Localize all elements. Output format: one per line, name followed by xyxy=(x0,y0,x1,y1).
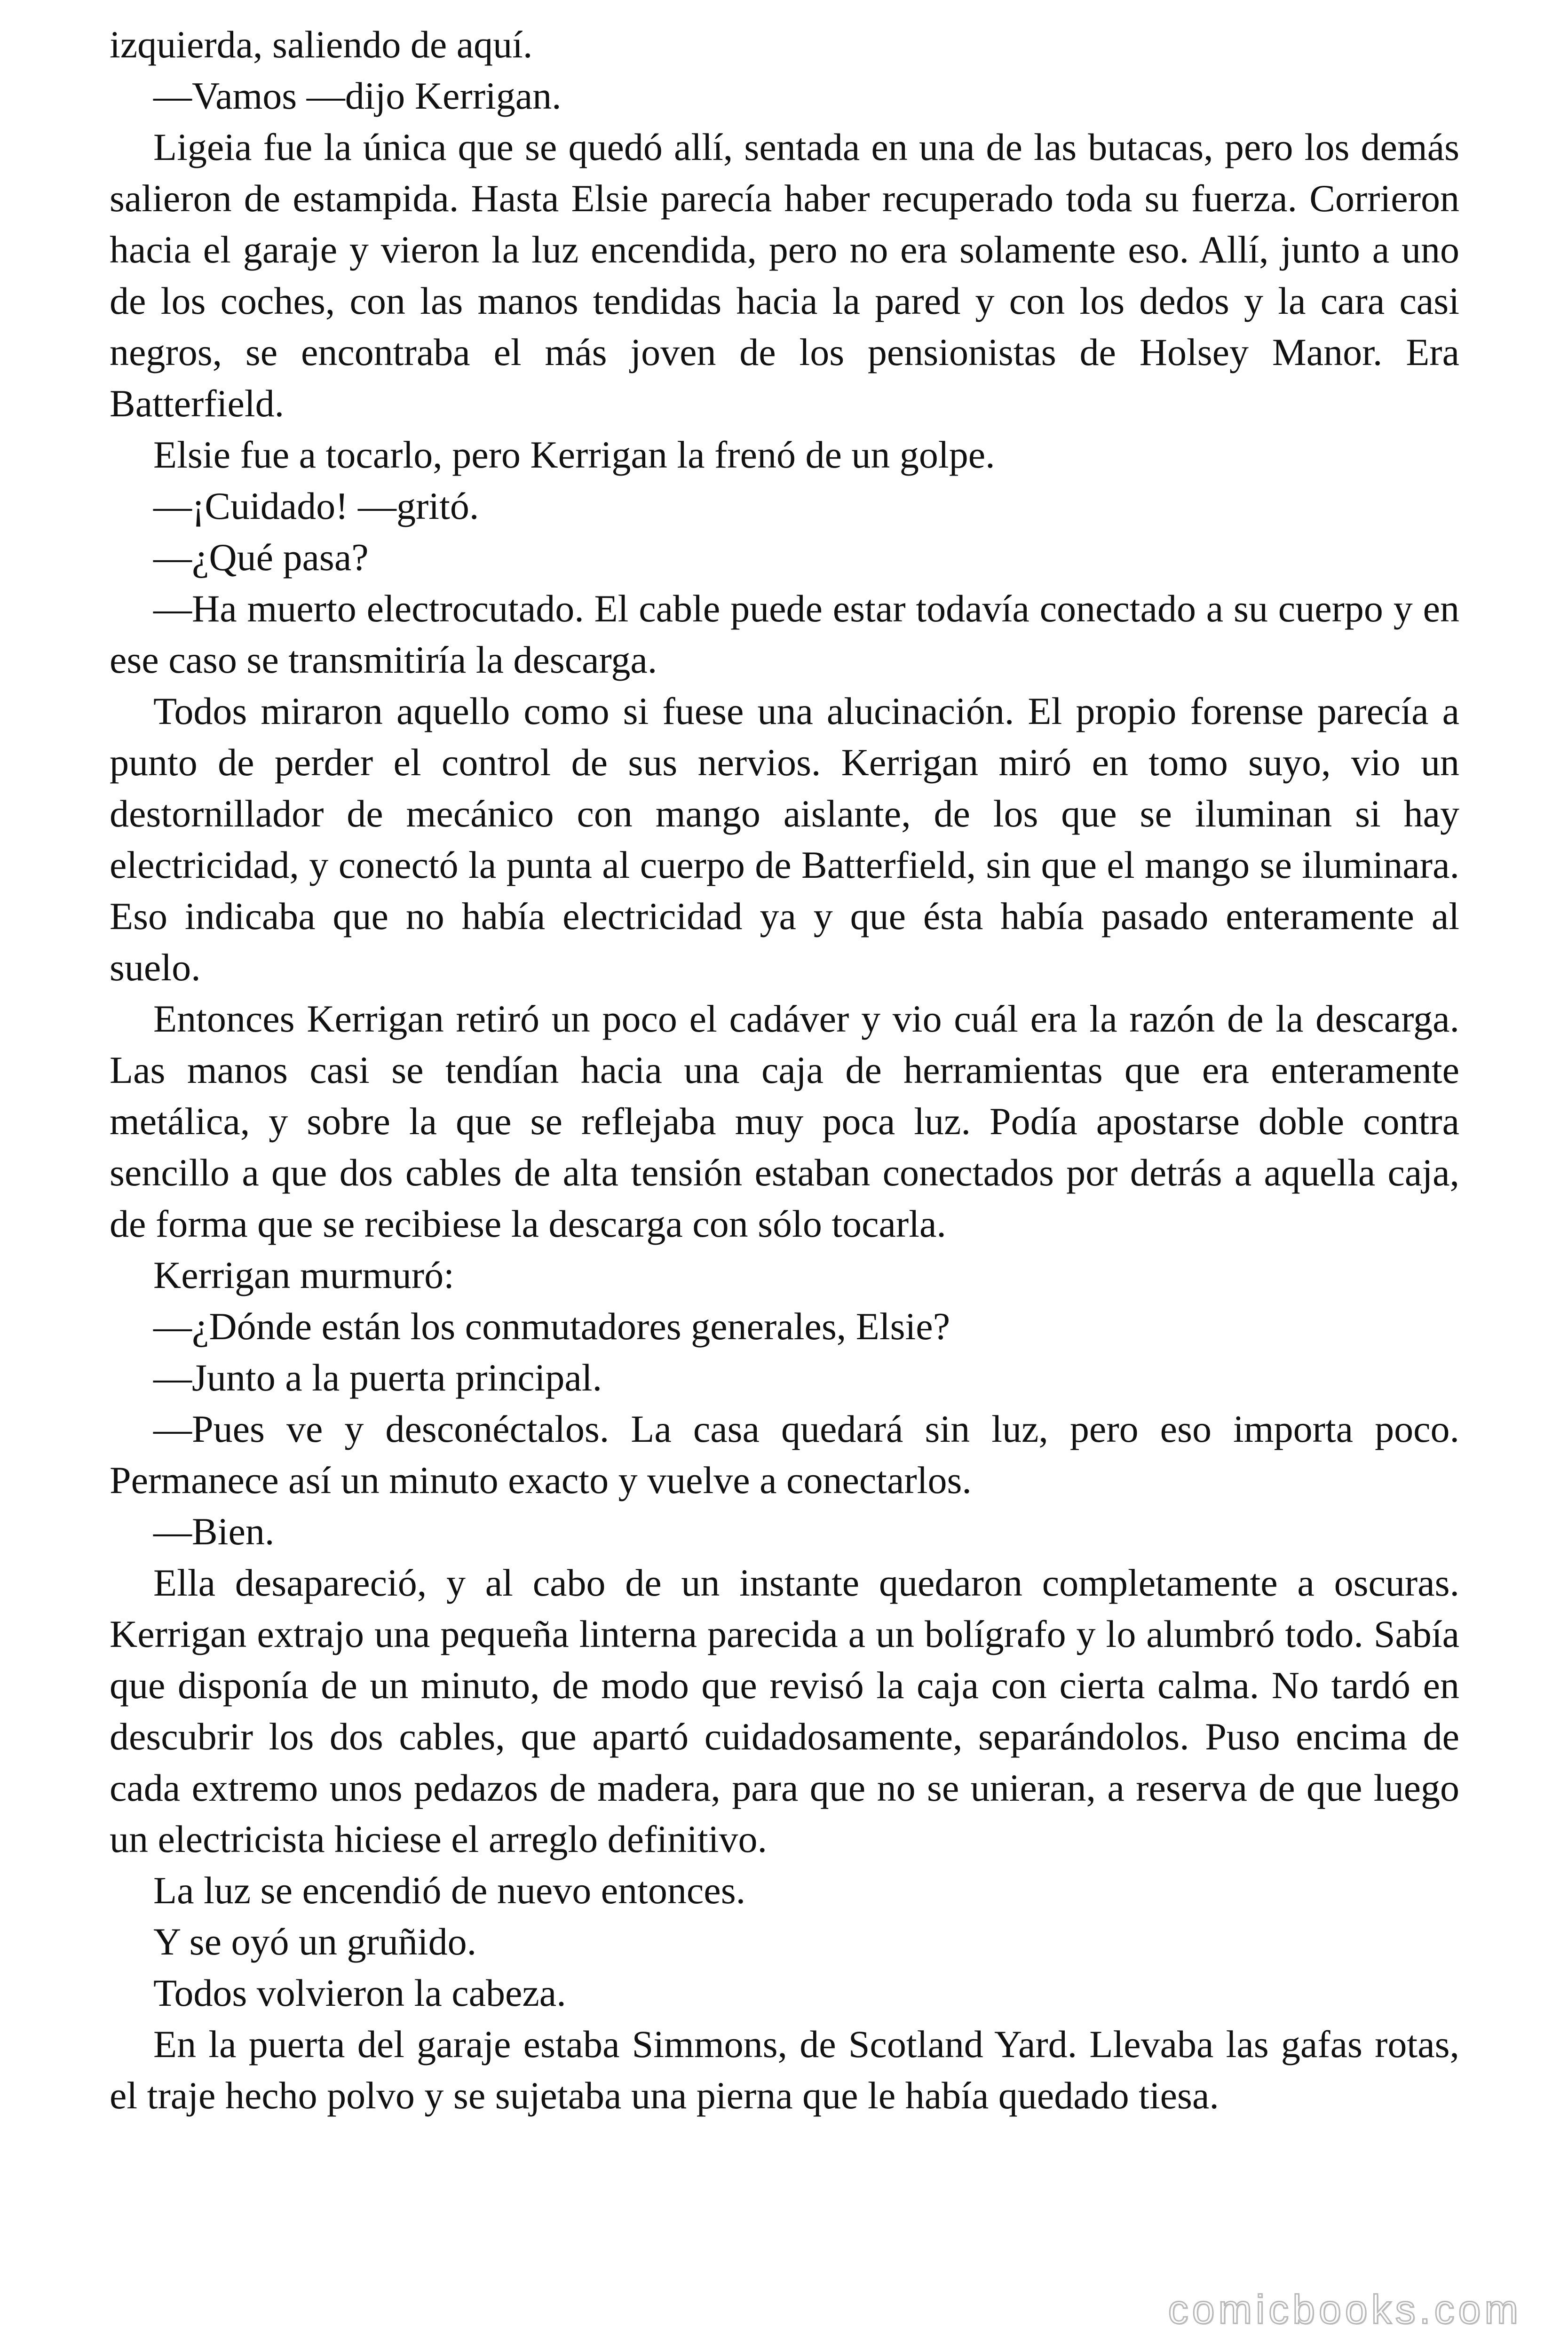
paragraph: Entonces Kerrigan retiró un poco el cadáver y vio cuál era la razón de la descarga. Las manos casi se tendían hacia una caja de herramientas que era enteramente metálica, y sobre la que se reflejaba muy poca luz. Podía apostarse doble contra sencillo a que dos cables de alta tensión estaban conectados por detrás a aquella caja, de forma que se recibiese la descarga con sólo tocarla. xyxy=(110,997,1459,1245)
dialogue-line: —Vamos —dijo Kerrigan. xyxy=(153,74,562,117)
paragraph-continuation: izquierda, saliendo de aquí. xyxy=(110,23,533,66)
paragraph: Kerrigan murmuró: xyxy=(153,1254,454,1296)
dialogue-line: —¿Qué pasa? xyxy=(153,536,369,579)
paragraph: Ligeia fue la única que se quedó allí, sentada en una de las butacas, pero los demás salieron de estampida. Hasta Elsie parecía haber recuperado toda su fuerza. Corrieron hacia el garaje y vieron la luz encendida, pero no era solamente eso. Allí, junto a uno de los coches, con las manos tendidas hacia la pared y con los dedos y la cara casi negros, se encontraba el más joven de los pensionistas de Holsey Manor. Era Batterfield. xyxy=(110,126,1459,425)
paragraph: Y se oyó un gruñido. xyxy=(153,1920,477,1963)
dialogue-line: —Junto a la puerta principal. xyxy=(153,1356,602,1399)
paragraph: Ella desapareció, y al cabo de un instante quedaron completamente a oscuras. Kerrigan extrajo una pequeña linterna parecida a un bolígrafo y lo alumbró todo. Sabía que disponía de un minuto, de modo que revisó la caja con cierta calma. No tardó en descubrir los dos cables, que apartó cuidadosamente, separándolos. Puso encima de cada extremo unos pedazos de madera, para que no se unieran, a reserva de que luego un electricista hiciese el arreglo definitivo. xyxy=(110,1561,1459,1860)
paragraph: En la puerta del garaje estaba Simmons, de Scotland Yard. Llevaba las gafas rotas, el traje hecho polvo y se sujetaba una pierna que le había quedado tiesa. xyxy=(110,2023,1459,2117)
dialogue-line: —Pues ve y desconéctalos. La casa quedará sin luz, pero eso importa poco. Permanece así un minuto exacto y vuelve a conectarlos. xyxy=(110,1407,1459,1502)
dialogue-line: —¿Dónde están los conmutadores generales, Elsie? xyxy=(153,1305,950,1348)
dialogue-line: —¡Cuidado! —gritó. xyxy=(153,485,479,527)
book-page-text xyxy=(110,19,1459,2121)
paragraph: Todos miraron aquello como si fuese una alucinación. El propio forense parecía a punto de perder el control de sus nervios. Kerrigan miró en tomo suyo, vio un destornillador de mecánico con mango aislante, de los que se iluminan si hay electricidad, y conectó la punta al cuerpo de Batterfield, sin que el mango se iluminara. Eso indicaba que no había electricidad ya y que ésta había pasado enteramente al suelo. xyxy=(110,690,1459,989)
watermark: comicbooks.com xyxy=(1168,2287,1522,2332)
dialogue-line: —Bien. xyxy=(153,1510,275,1553)
paragraph: La luz se encendió de nuevo entonces. xyxy=(153,1869,746,1912)
paragraph: Todos volvieron la cabeza. xyxy=(153,1971,566,2014)
paragraph: Elsie fue a tocarlo, pero Kerrigan la frenó de un golpe. xyxy=(153,433,995,476)
dialogue-line: —Ha muerto electrocutado. El cable puede estar todavía conectado a su cuerpo y en ese caso se transmitiría la descarga. xyxy=(110,587,1459,681)
